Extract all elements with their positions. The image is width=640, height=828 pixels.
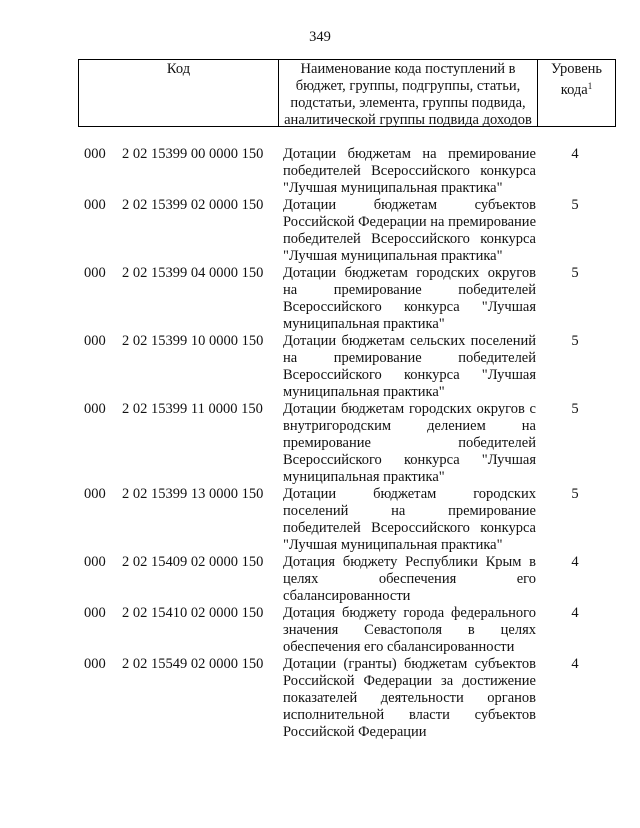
revenue-name: Дотация бюджету города федерального значения Севастополя в целях обеспечения его сбалансированности [283,605,536,655]
revenue-code: 2 02 15399 04 0000 150 [122,265,264,281]
code-level: 5 [571,401,579,417]
revenue-name: Дотации бюджетам городских округов на премирование победителей Всероссийского конкурса "Лучшая муниципальная практика" [283,265,536,332]
table-row [0,197,640,265]
revenue-code: 2 02 15410 02 0000 150 [122,605,264,621]
revenue-code: 2 02 15399 11 0000 150 [122,401,263,417]
table-body [0,146,640,741]
table-row [0,605,640,656]
admin-code: 000 [84,197,106,213]
code-level: 4 [571,605,579,621]
table-row [0,656,640,741]
admin-code: 000 [84,554,106,570]
header-code: Код [79,60,279,126]
table-row [0,401,640,486]
revenue-code: 2 02 15399 00 0000 150 [122,146,264,162]
revenue-code: 2 02 15399 02 0000 150 [122,197,264,213]
table-row [0,486,640,554]
revenue-code: 2 02 15409 02 0000 150 [122,554,264,570]
revenue-name: Дотации бюджетам городских поселений на премирование победителей Всероссийского конкурса "Лучшая муниципальная практика" [283,486,536,553]
header-name: Наименование кода поступлений в бюджет, группы, подгруппы, статьи, подстатьи, элемента, группы подвида, аналитической группы подвида доходов [279,60,538,126]
revenue-code: 2 02 15399 10 0000 150 [122,333,264,349]
revenue-name: Дотации (гранты) бюджетам субъектов Российской Федерации за достижение показателей деятельности органов исполнительной власти субъектов Российской Федерации [283,656,536,740]
admin-code: 000 [84,146,106,162]
table-row [0,554,640,605]
code-level: 5 [571,197,579,213]
code-level: 5 [571,333,579,349]
header-level [538,60,615,126]
code-level: 4 [571,554,579,570]
table-header [78,59,616,127]
header-level-label: Уровень кода [550,61,603,98]
admin-code: 000 [84,265,106,281]
revenue-name: Дотация бюджету Республики Крым в целях обеспечения его сбалансированности [283,554,536,604]
code-level: 5 [571,486,579,502]
revenue-code: 2 02 15549 02 0000 150 [122,656,264,672]
page-number: 349 [309,29,331,45]
code-level: 5 [571,265,579,281]
revenue-name: Дотации бюджетам субъектов Российской Федерации на премирование победителей Всероссийского конкурса "Лучшая муниципальная практика" [283,197,536,264]
revenue-name: Дотации бюджетам на премирование победителей Всероссийского конкурса "Лучшая муниципальная практика" [283,146,536,196]
code-level: 4 [571,146,579,162]
admin-code: 000 [84,656,106,672]
admin-code: 000 [84,333,106,349]
code-level: 4 [571,656,579,672]
revenue-code: 2 02 15399 13 0000 150 [122,486,264,502]
table-row [0,333,640,401]
admin-code: 000 [84,486,106,502]
revenue-name: Дотации бюджетам сельских поселений на премирование победителей Всероссийского конкурса "Лучшая муниципальная практика" [283,333,536,400]
table-row [0,146,640,197]
header-level-footnote: 1 [587,81,593,91]
table-row [0,265,640,333]
admin-code: 000 [84,401,106,417]
admin-code: 000 [84,605,106,621]
revenue-name: Дотации бюджетам городских округов с внутригородским делением на премирование победителей Всероссийского конкурса "Лучшая муниципальная практика" [283,401,536,485]
